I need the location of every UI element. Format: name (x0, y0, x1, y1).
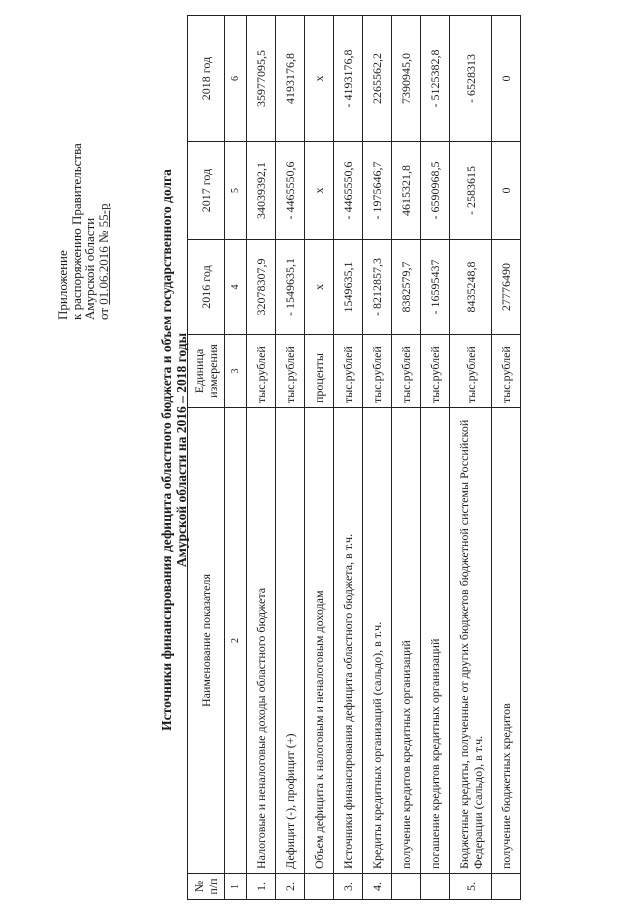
value-2016: - 8212857,3 (363, 240, 392, 335)
header-2018: 2018 год (188, 16, 225, 142)
indicator-name: погашение кредитов кредитных организаций (421, 408, 450, 874)
indicator-name: Объем дефицита к налоговым и неналоговым доходам (305, 408, 334, 874)
appendix-date-line (97, 143, 111, 320)
column-number: 1 (225, 874, 247, 900)
unit-cell: тыс.рублей (450, 335, 492, 408)
value-2017: - 2583615 (450, 142, 492, 240)
column-number: 6 (225, 16, 247, 142)
header-number: № п/п (188, 874, 225, 900)
value-2018: - 5125382,8 (421, 16, 450, 142)
value-2017: 4615321,8 (392, 142, 421, 240)
row-number (392, 874, 421, 900)
value-2018: 7390945,0 (392, 16, 421, 142)
value-2017: - 4465550,6 (334, 142, 363, 240)
header-unit: Единица измерения (188, 335, 225, 408)
value-2016: 1549635,1 (334, 240, 363, 335)
financing-table (187, 15, 521, 900)
row-number (305, 874, 334, 900)
table-row (305, 16, 334, 900)
table-row (334, 16, 363, 900)
value-2017: х (305, 142, 334, 240)
unit-cell: тыс.рублей (363, 335, 392, 408)
value-2016: х (305, 240, 334, 335)
unit-cell: тыс.рублей (392, 335, 421, 408)
appendix-line-1: Приложение (55, 250, 70, 320)
table-row (421, 16, 450, 900)
row-number: 3. (334, 874, 363, 900)
indicator-name: получение бюджетных кредитов (492, 408, 521, 874)
header-2016: 2016 год (188, 240, 225, 335)
row-number: 2. (276, 874, 305, 900)
value-2017: - 6590968,5 (421, 142, 450, 240)
value-2016: 32078307,9 (247, 240, 276, 335)
table-row (276, 16, 305, 900)
column-number: 5 (225, 142, 247, 240)
value-2016: 8382579,7 (392, 240, 421, 335)
value-2018: х (305, 16, 334, 142)
indicator-name: Источники финансирования дефицита областного бюджета, в т.ч. (334, 408, 363, 874)
header-2017: 2017 год (188, 142, 225, 240)
appendix-line-2: к распоряжению Правительства (68, 143, 84, 320)
header-indicator-name: Наименование показателя (188, 408, 225, 874)
appendix-line-3: Амурской области (82, 217, 97, 320)
table-header-row (188, 16, 225, 900)
indicator-name: Дефицит (-), профицит (+) (276, 408, 305, 874)
value-2016: - 16595437 (421, 240, 450, 335)
column-number: 4 (225, 240, 247, 335)
column-number: 3 (225, 335, 247, 408)
value-2018: 4193176,8 (276, 16, 305, 142)
value-2016: 8435248,8 (450, 240, 492, 335)
row-number: 5. (450, 874, 492, 900)
value-2018: - 4193176,8 (334, 16, 363, 142)
unit-cell: тыс.рублей (276, 335, 305, 408)
table-row (450, 16, 492, 900)
value-2017: 0 (492, 142, 521, 240)
row-number (492, 874, 521, 900)
table-row (492, 16, 521, 900)
appendix-block (56, 143, 110, 320)
unit-cell: проценты (305, 335, 334, 408)
indicator-name: получение кредитов кредитных организаций (392, 408, 421, 874)
value-2016: 27776490 (492, 240, 521, 335)
indicator-name: Бюджетные кредиты, полученные от других бюджетов бюджетной системы Российской Федерации (сальдо), в т.ч. (450, 408, 492, 874)
row-number (421, 874, 450, 900)
date-prefix: от (95, 304, 111, 320)
document-title (160, 65, 189, 835)
row-number: 4. (363, 874, 392, 900)
value-2018: 35977095,5 (247, 16, 276, 142)
value-2018: 0 (492, 16, 521, 142)
indicator-name: Налоговые и неналоговые доходы областного бюджета (247, 408, 276, 874)
column-number-row (225, 16, 247, 900)
value-2017: 34039392,1 (247, 142, 276, 240)
value-2017: - 1975646,7 (363, 142, 392, 240)
title-line-1: Источники финансирования дефицита областного бюджета и объем государственного долга (159, 169, 174, 731)
decree-number: 55-р (95, 203, 111, 228)
table-row (363, 16, 392, 900)
value-2017: - 4465550,6 (276, 142, 305, 240)
column-number: 2 (225, 408, 247, 874)
unit-cell: тыс.рублей (334, 335, 363, 408)
indicator-name: Кредиты кредитных организаций (сальдо), в т.ч. (363, 408, 392, 874)
decree-date: 01.06.2016 (95, 246, 111, 305)
unit-cell: тыс.рублей (247, 335, 276, 408)
value-2018: 2265562,2 (363, 16, 392, 142)
title-line-2: Амурской области на 2016 – 2018 годы (173, 332, 189, 568)
value-2016: - 1549635,1 (276, 240, 305, 335)
row-number: 1. (247, 874, 276, 900)
number-prefix: № (95, 227, 111, 247)
unit-cell: тыс.рублей (421, 335, 450, 408)
table-row (247, 16, 276, 900)
value-2018: - 6528313 (450, 16, 492, 142)
table-row (392, 16, 421, 900)
unit-cell: тыс.рублей (492, 335, 521, 408)
